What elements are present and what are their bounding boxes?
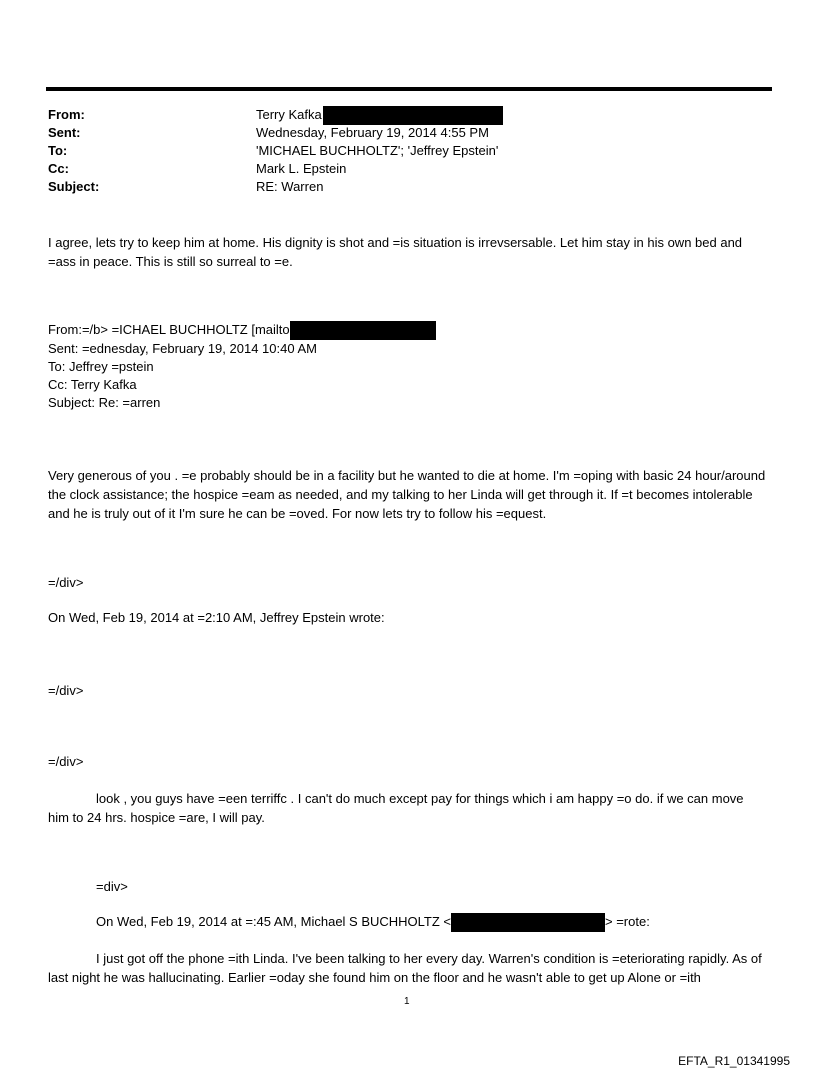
subject-value: RE: Warren — [256, 179, 324, 194]
page-number: 1 — [404, 996, 410, 1007]
header-divider — [46, 87, 772, 91]
buchholtz-wrote-line — [96, 913, 650, 932]
document-id: EFTA_R1_01341995 — [678, 1054, 790, 1068]
redaction-bar — [290, 321, 436, 340]
from-name: Terry Kafka — [256, 107, 322, 122]
quoted-cc-line: Cc: Terry Kafka — [48, 377, 137, 392]
buchholtz-wrote-suffix: > =rote: — [605, 914, 650, 929]
generous-paragraph: Very generous of you . =e probably should be in a facility but he wanted to die at home. I'm =oping with basic 24 hour/around the clock assistance; the hospice =eam as needed, and my talking to her Linda will get through it. If =t becomes intolerable and he is truly out of it I'm sure he can be =oved. For now lets try to follow his =equest. — [48, 468, 766, 521]
from-value — [256, 106, 503, 125]
sent-label: Sent: — [48, 125, 81, 140]
quoted-sent-line: Sent: =ednesday, February 19, 2014 10:40 AM — [48, 341, 317, 356]
reply-paragraph: I agree, lets try to keep him at home. His dignity is shot and =is situation is irrevsersable. Let him stay in his own bed and =ass in peace. This is still so surreal to =e. — [48, 235, 743, 269]
epstein-wrote-line: On Wed, Feb 19, 2014 at =2:10 AM, Jeffrey Epstein wrote: — [48, 610, 385, 625]
buchholtz-wrote-prefix: On Wed, Feb 19, 2014 at =:45 AM, Michael S BUCHHOLTZ < — [96, 914, 452, 929]
quoted-from-line — [48, 321, 436, 340]
from-label: From: — [48, 107, 85, 122]
redaction-bar — [323, 106, 503, 125]
div-close-marker: =/div> — [48, 575, 84, 590]
redaction-bar — [451, 913, 605, 932]
quoted-from-text: From:=/b> =ICHAEL BUCHHOLTZ [mailto — [48, 322, 290, 337]
to-value: 'MICHAEL BUCHHOLTZ'; 'Jeffrey Epstein' — [256, 143, 499, 158]
quoted-to-line: To: Jeffrey =pstein — [48, 359, 154, 374]
div-close-marker: =/div> — [48, 683, 84, 698]
div-close-marker: =/div> — [48, 754, 84, 769]
look-paragraph: look , you guys have =een terriffc . I can't do much except pay for things which i am happy =o do. if we can move him to 24 hrs. hospice =are, I will pay. — [48, 791, 744, 825]
cc-label: Cc: — [48, 161, 69, 176]
div-open-marker: =div> — [96, 879, 128, 894]
sent-value: Wednesday, February 19, 2014 4:55 PM — [256, 125, 489, 140]
quoted-subject-line: Subject: Re: =arren — [48, 395, 161, 410]
phone-paragraph: I just got off the phone =ith Linda. I've been talking to her every day. Warren's condition is =eteriorating rapidly. As of last night he was hallucinating. Earlier =oday she found him on the floor and he wasn't able to get up Alone or =ith — [48, 951, 762, 985]
to-label: To: — [48, 143, 68, 158]
cc-value: Mark L. Epstein — [256, 161, 347, 176]
subject-label: Subject: — [48, 179, 100, 194]
